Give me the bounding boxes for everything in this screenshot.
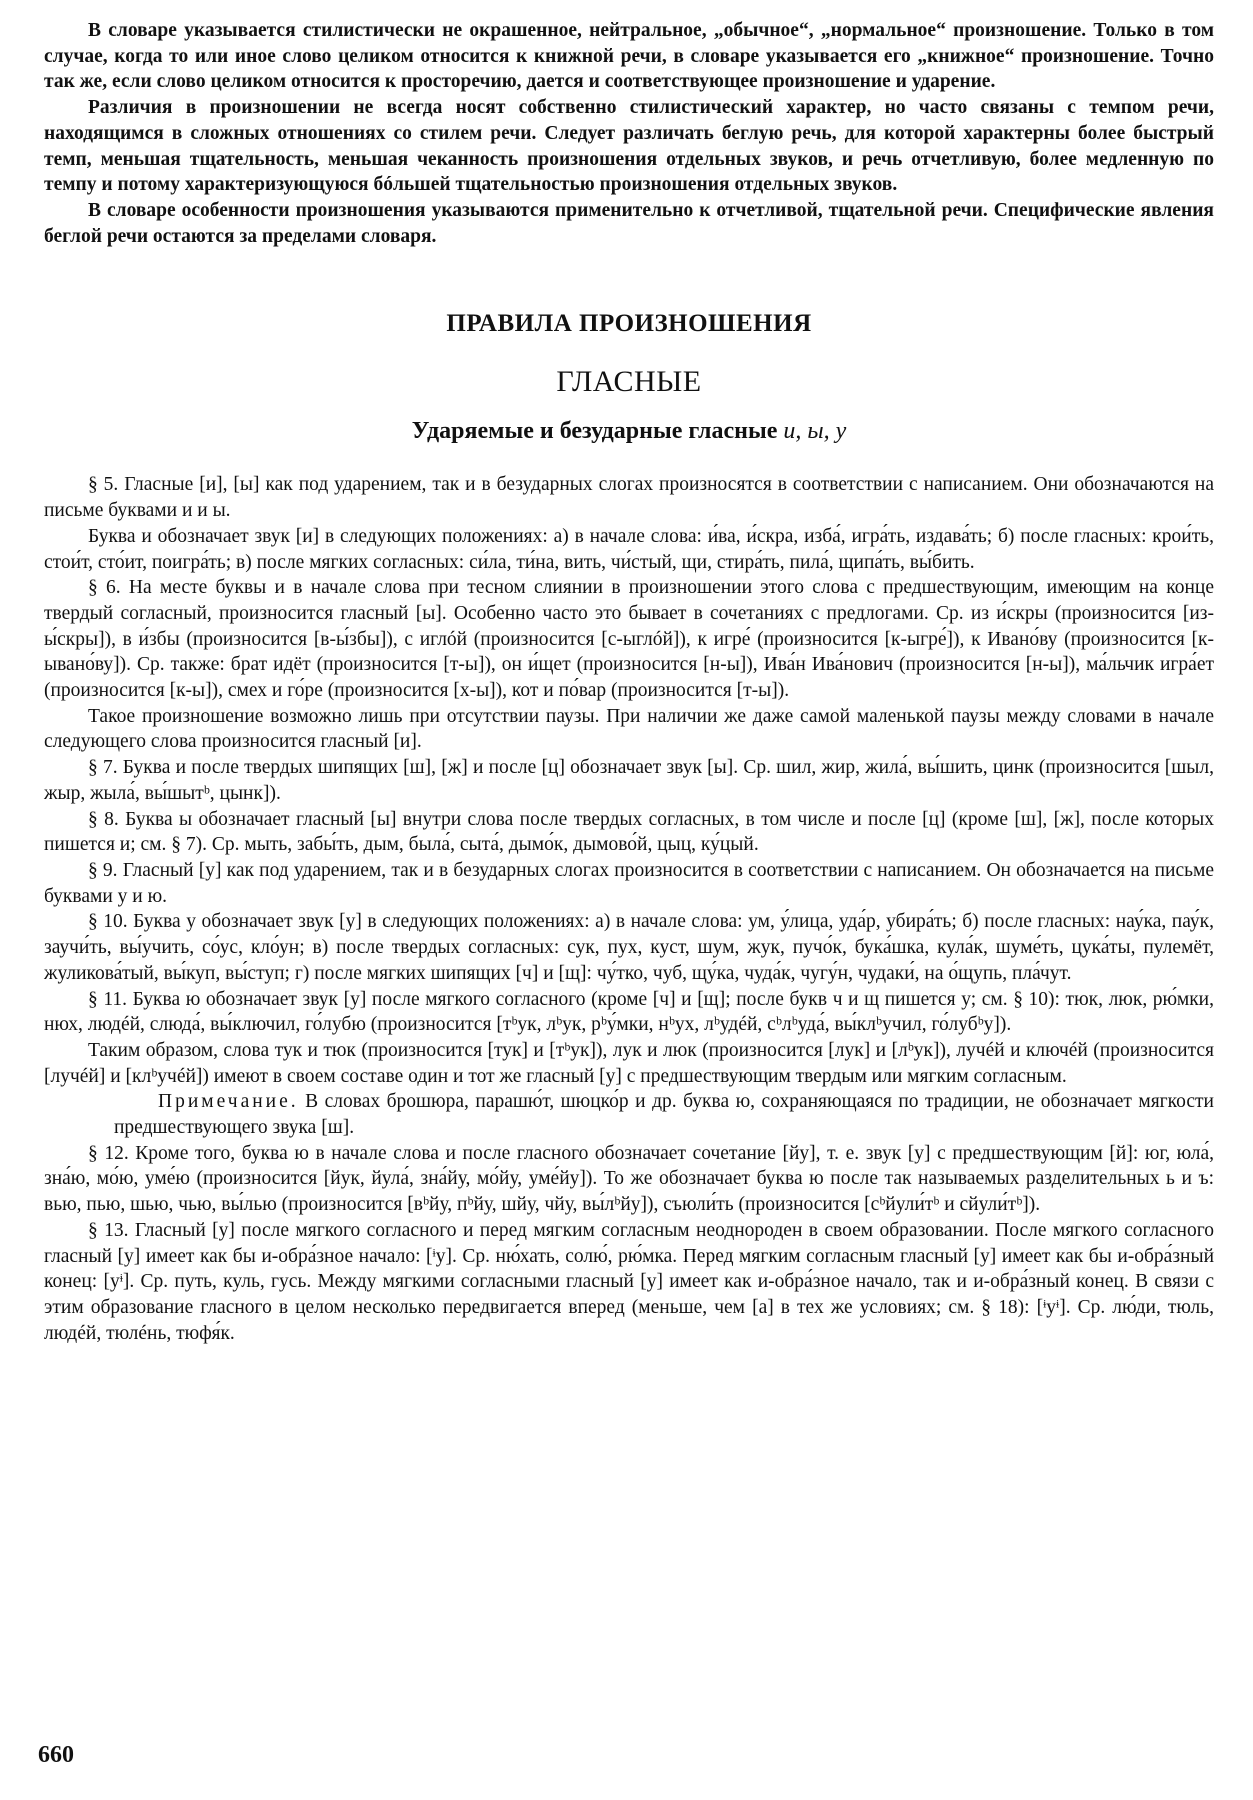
rule-paragraph: § 12. Кроме того, буква ю в начале слова и после гласного обозначает сочетание [йу], т. е. звук [у] с предшествующим [й]: юг, юла́, зна́ю, мо́ю, уме́ю (произносится [йук, йула́, зна́йу, мо́йу, уме́йу]). То же обозначает буква ю после так называемых разделительных ь и ъ: вью, пью, шью, чью, вы́лью (произносится [вᵇйу, пᵇйу, шйу, чйу, вы́лᵇйу]), съюли́ть (произносится [сᵇйули́тᵇ и сйули́тᵇ]). [44, 1142, 1214, 1216]
intro-paragraph: В словаре особенности произношения указываются применительно к отчетливой, тщательной речи. Специфические явления беглой речи остаются за пределами словаря. [44, 199, 1214, 247]
rule-paragraph: Таким образом, слова тук и тюк (произносится [тук] и [тᵇук]), лук и люк (произносится [лук] и [лᵇук]), лучéй и ключéй (произносится [лучéй] и [клᵇучéй]) имеют в своем составе один и тот же гласный [у] с предшествующим твердым или мягким согласным. [44, 1039, 1214, 1087]
subsection-heading: ГЛАСНЫЕ [556, 365, 702, 399]
intro-paragraph: Различия в произношении не всегда носят собственно стилистический характер, но часто связаны с темпом речи, находящимся в сложных отношениях со стилем речи. Следует различать беглую речь, для которой характерны более быстрый темп, меньшая тщательность, меньшая чеканность произношения отдельных звуков, и речь отчетливую, более медленную по темпу и потому характеризующуюся бóльшей тщательностью произношения отдельных звуков. [44, 97, 1214, 196]
note-paragraph [44, 1089, 1214, 1140]
rule-paragraph: § 5. Гласные [и], [ы] как под ударением, так и в безударных слогах произносятся в соответствии с написанием. Они обозначаются на письме буквами и и ы. [44, 474, 1214, 522]
rule-paragraph: § 7. Буква и после твердых шипящих [ш], [ж] и после [ц] обозначает звук [ы]. Ср. шил, жир, жила́, вы́шить, цинк (произносится [шыл, жыр, жыла́, вы́шытᵇ, цынк]). [44, 757, 1214, 804]
rule-paragraph: Такое произношение возможно лишь при отсутствии паузы. При наличии же даже самой маленькой паузы между словами в начале следующего слова произносится гласный [и]. [44, 705, 1214, 753]
topic-heading-letters: и, ы, у [783, 417, 847, 444]
note-text: В словах брошюра, парашю́т, шюцко́р и др. буква ю, сохраняющаяся по традиции, не обозначает мягкости предшествующего звука [ш]. [114, 1091, 1214, 1139]
rule-paragraph: § 13. Гласный [у] после мягкого согласного и перед мягким согласным неоднороден в своем образовании. После мягкого согласного гласный [у] имеет как бы и-обра́зное начало: [ᶤу]. Ср. ню́хать, солю́, рю́мка. Перед мягким согласным гласный [у] имеет как бы и-обра́зный конец: [уᶤ]. Ср. путь, куль, гусь. Между мягкими согласными гласный [у] имеет как и-обра́зное начало, так и и-обра́зный конец. В связи с этим образование гласного в целом несколько передвигается вперед (меньше, чем [а] в тех же условиях; см. § 18): [ᶤуᶤ]. Ср. лю́ди, тюль, людéй, тюлéнь, тюфя́к. [44, 1219, 1214, 1344]
topic-heading [44, 419, 1214, 445]
rule-paragraph: § 8. Буква ы обозначает гласный [ы] внутри слова после твердых согласных, в том числе и после [ц] (кроме [ш], [ж], после которых пишется и; см. § 7). Ср. мыть, забы́ть, дым, была́, сыта́, дымо́к, дымово́й, цыц, ку́цый. [44, 808, 1214, 856]
rules-section [44, 472, 1214, 1346]
topic-heading-text: Ударяемые и безударные гласные [411, 417, 778, 444]
rule-paragraph: § 9. Гласный [у] как под ударением, так и в безударных слогах произносится в соответствии с написанием. Он обозначается на письме буквами у и ю. [44, 859, 1214, 907]
page-number: 660 [38, 1742, 74, 1768]
section-heading: ПРАВИЛА ПРОИЗНОШЕНИЯ [446, 310, 812, 338]
rule-paragraph: Буква и обозначает звук [и] в следующих положениях: а) в начале слова: и́ва, и́скра, изба́, игра́ть, издава́ть; б) после гласных: крои́ть, стои́т, сто́ит, поигра́ть; в) после мягких согласных: си́ла, ти́на, вить, чи́стый, щи, стира́ть, пила́, щипа́ть, вы́бить. [44, 525, 1214, 573]
text-column [44, 18, 1214, 1346]
rule-paragraph: § 11. Буква ю обозначает звук [у] после мягкого согласного (кроме [ч] и [щ]; после букв ч и щ пишется у; см. § 10): тюк, люк, рю́мки, нюх, людéй, слюда́, вы́ключил, го́лубю (произносится [тᵇук, лᵇук, рᵇу́мки, нᵇух, лᵇудéй, сᵇлᵇуда́, вы́клᵇучил, го́лубᵇу]). [44, 988, 1214, 1036]
note-label: Примечание. [158, 1091, 299, 1113]
intro-paragraph: В словаре указывается стилистически не окрашенное, нейтральное, „обычное“, „нормальное“ произношение. Только в том случае, когда то или иное слово целиком относится к книжной речи, в словаре указывается его „книжное“ произношение. Точно так же, если слово целиком относится к просторечию, дается и соответствующее произношение и ударение. [44, 20, 1214, 93]
rule-paragraph: § 6. На месте буквы и в начале слова при тесном слиянии в произношении этого слова с предшествующим, имеющим на конце твердый согласный, произносится гласный [ы]. Особенно часто это бывает в сочетаниях с предлогами. Ср. из и́скры (произносится [из-ы́скры]), в и́збы (произносится [в-ы́збы]), с иглóй (произносится [с-ыглóй]), к игре́ (произносится [к-ыгре́]), к Ивано́ву (произносится [к-ывано́ву]). Ср. также: брат идёт (произносится [т-ы]), он и́щет (произносится [н-ы]), Ива́н Ива́нович (произносится [н-ы]), ма́льчик игра́ет (произносится [к-ы]), смех и го́ре (произносится [х-ы]), кот и по́вар (произносится [т-ы]). [44, 577, 1214, 702]
rule-paragraph: § 10. Буква у обозначает звук [у] в следующих положениях: а) в начале слова: ум, у́лица, уда́р, убира́ть; б) после гласных: нау́ка, пау́к, заучи́ть, вы́учить, со́ус, кло́ун; в) после твердых согласных: сук, пух, куст, шум, жук, пучо́к, бука́шка, кула́к, шуме́ть, цука́ты, пулемёт, жуликова́тый, вы́куп, вы́ступ; г) после мягких шипящих [ч] и [щ]: чу́тко, чуб, щу́ка, чуда́к, чугу́н, чудаки́, на о́щупь, пла́чут. [44, 911, 1214, 984]
intro-section [44, 18, 1214, 249]
